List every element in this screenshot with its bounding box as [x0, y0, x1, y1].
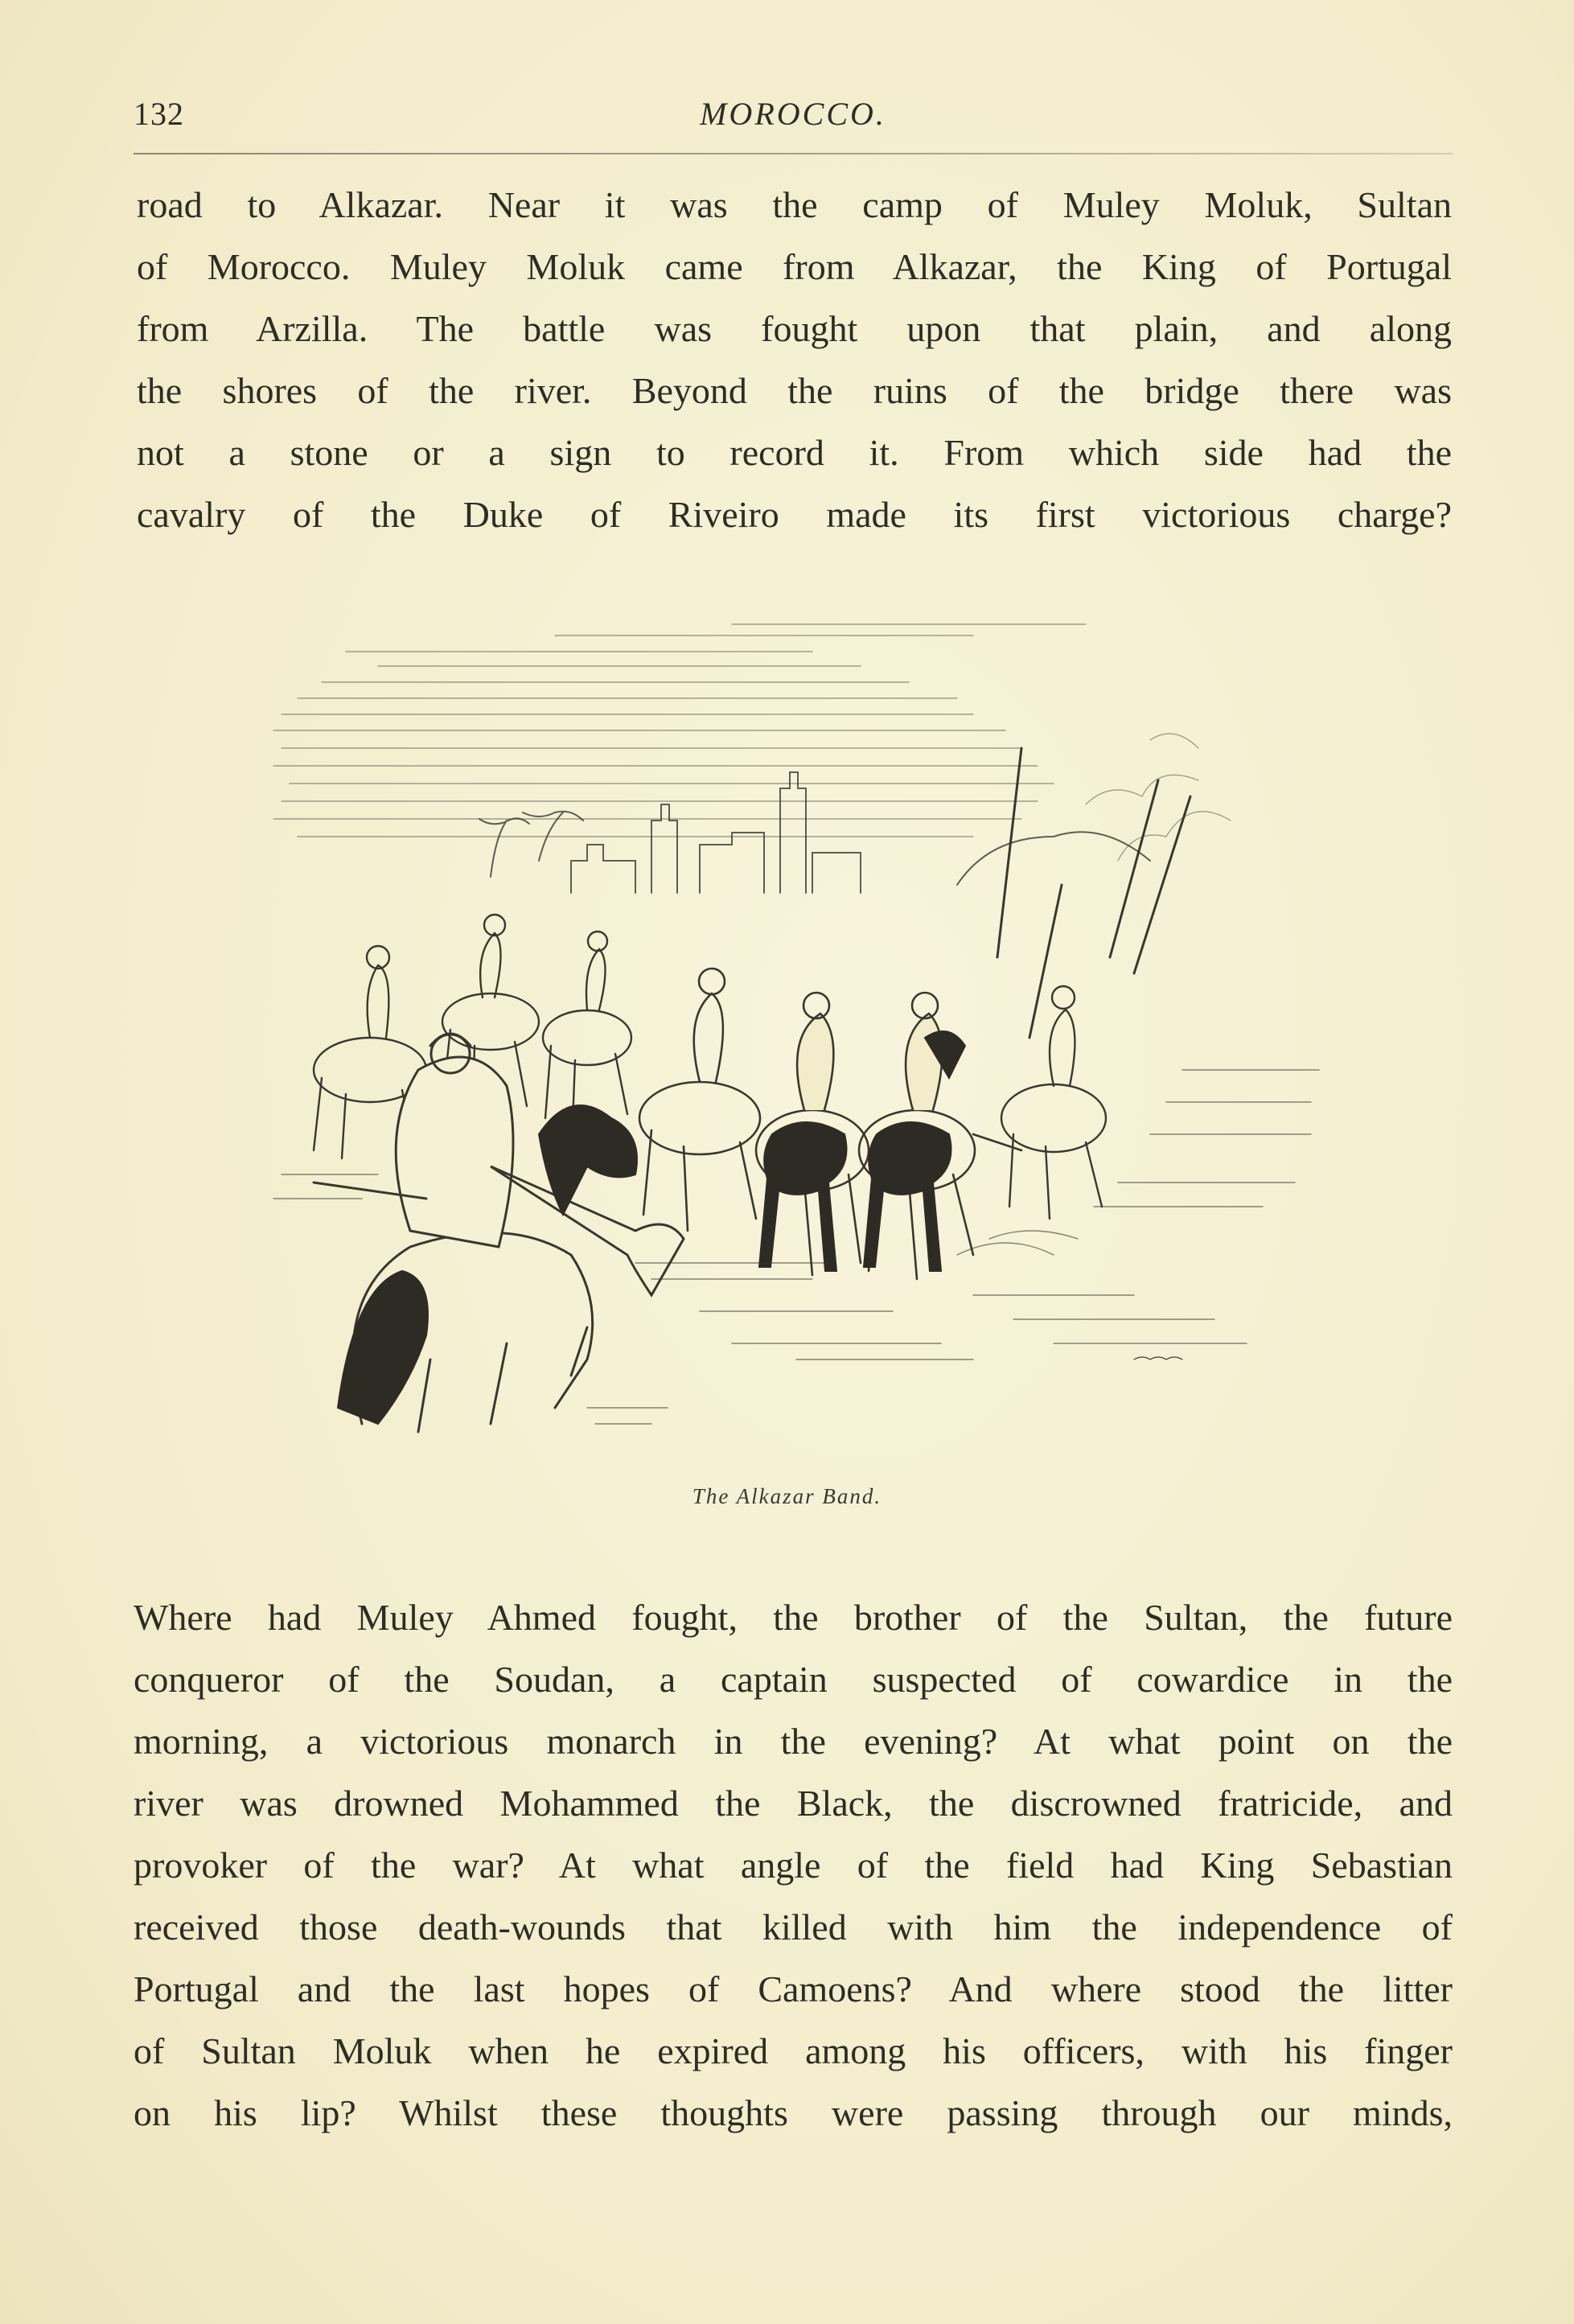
paragraph-bottom: [134, 1586, 1453, 2144]
text-line: not a stone or a sign to record it. From which side had the: [137, 432, 1452, 473]
engraving-artwork: [249, 619, 1327, 1480]
text-line: of Morocco. Muley Moluk came from Alkazar, the King of Portugal: [137, 246, 1452, 287]
text-line: on his lip? Whilst these thoughts were passing through our minds,: [134, 2092, 1453, 2133]
text-line: cavalry of the Duke of Riveiro made its first victorious charge?: [137, 494, 1452, 535]
text-line: Portugal and the last hopes of Camoens? And where stood the litter: [134, 1968, 1453, 2009]
running-title: MOROCCO.: [700, 96, 886, 132]
page-number: 132: [134, 96, 184, 132]
text-line: conqueror of the Soudan, a captain suspected of cowardice in the: [134, 1659, 1453, 1700]
figure-caption: The Alkazar Band.: [692, 1484, 882, 1508]
paragraph-top: [137, 174, 1452, 545]
text-line: Where had Muley Ahmed fought, the brother of the Sultan, the future: [134, 1597, 1453, 1638]
text-line: received those death-wounds that killed with him the independence of: [134, 1907, 1453, 1948]
page-header: [134, 95, 1453, 143]
text-line: road to Alkazar. Near it was the camp of Muley Moluk, Sultan: [137, 184, 1452, 225]
header-rule: [134, 153, 1453, 154]
text-line: morning, a victorious monarch in the evening? At what point on the: [134, 1721, 1453, 1762]
text-line: provoker of the war? At what angle of the field had King Sebastian: [134, 1845, 1453, 1886]
engraving-illustration: [249, 619, 1327, 1480]
text-line: river was drowned Mohammed the Black, the discrowned fratricide, and: [134, 1783, 1453, 1824]
text-line: from Arzilla. The battle was fought upon that plain, and along: [137, 308, 1452, 349]
text-line: of Sultan Moluk when he expired among his officers, with his finger: [134, 2030, 1453, 2071]
text-line: the shores of the river. Beyond the ruins of the bridge there was: [137, 370, 1452, 411]
